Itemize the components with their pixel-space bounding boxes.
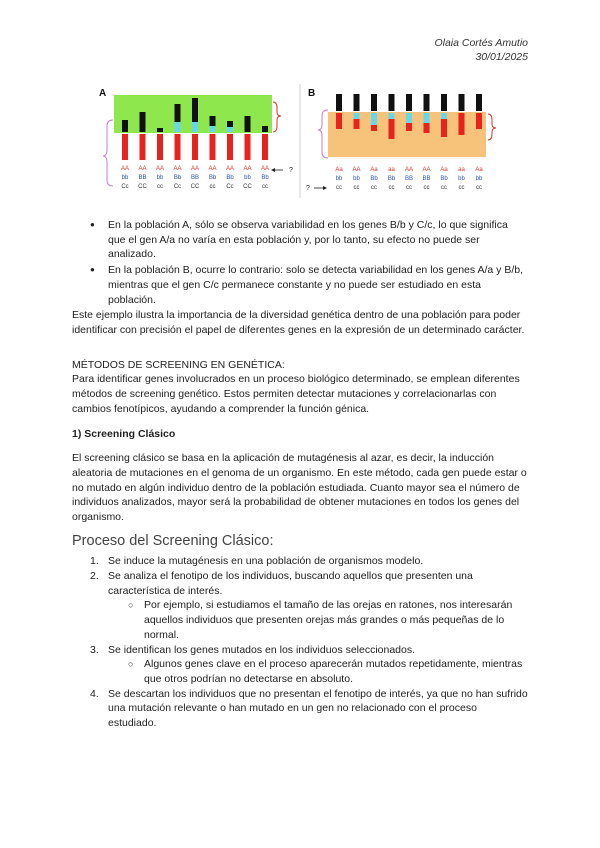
bar-a-top-3 [175, 104, 181, 122]
genotype-b-0-3: cc [336, 185, 342, 191]
bar-b-red-6 [441, 119, 447, 137]
bar-a-red-2 [157, 134, 163, 160]
bar-b-red-8 [476, 113, 482, 129]
bar-b-top-3 [389, 94, 395, 111]
bar-a-top-6 [227, 121, 233, 127]
bar-b-red-5 [424, 123, 430, 133]
panel-b-question-mark: ? [306, 185, 310, 192]
bar-a-top-5 [210, 116, 216, 126]
genotype-b-6-2: Bb [440, 176, 448, 182]
genotype-b-6-3: cc [441, 185, 447, 191]
genotype-a-3-1: AA [173, 166, 182, 172]
panel-a-right-brace [273, 102, 281, 132]
step-text: Se induce la mutagénesis en una población de organismos modelo. [108, 555, 424, 568]
genotype-a-0-1: AA [120, 166, 130, 172]
bar-b-red-0 [336, 113, 342, 129]
genotype-b-5-3: cc [423, 185, 430, 191]
bar-b-top-1 [354, 94, 360, 111]
bar-a-red-7 [245, 134, 251, 160]
bar-a-top-1 [140, 112, 146, 132]
step-text: Se analiza el fenotipo de los individuos, buscando aquellos que presenten una característica de interés. [108, 570, 473, 597]
genotype-a-6-1: AA [225, 166, 235, 172]
bar-b-top-8 [476, 94, 482, 111]
bar-a-red-8 [262, 134, 268, 160]
genotype-a-4-1: AA [190, 166, 200, 172]
page-header [434, 36, 528, 64]
genotype-a-4-3: CC [190, 184, 200, 190]
bar-b-mid-5 [424, 113, 430, 123]
bar-b-mid-2 [371, 113, 377, 125]
panel-a-arrowhead [271, 168, 275, 172]
diversity-paragraph: Este ejemplo ilustra la importancia de la diversidad genética dentro de una población para poder identificar con precisión el papel de diferentes genes en la expresión de un determinado carácter. [72, 309, 525, 336]
step-text: Se descartan los individuos que no presentan el fenotipo de interés, ya que no han sufrido una mutación relevante o han mutado en un gen no relacionado con el proceso estudiado. [108, 687, 528, 730]
panel-b-right-brace [488, 114, 496, 140]
bar-a-red-1 [140, 134, 146, 160]
bar-a-mid-5 [210, 126, 216, 132]
genotype-b-3-3: cc [388, 185, 395, 191]
genotype-a-2-1: AA [155, 166, 165, 172]
bar-b-top-5 [424, 94, 430, 111]
genotype-a-5-3: cc [209, 184, 216, 190]
bar-b-mid-6 [441, 113, 447, 119]
panel-a [103, 95, 293, 190]
bullet-population-a: ● En la población A, sólo se observa variabilidad en los genes B/b y C/c, lo que significa que el gen A/a no varía en esta población y, por lo tanto, su efecto no puede ser analizado. [108, 218, 528, 262]
bar-b-top-6 [441, 94, 447, 111]
panel-a-question-mark: ? [289, 167, 293, 174]
genotype-a-1-2: BB [138, 175, 147, 181]
genotype-b-2-1: Aa [370, 167, 378, 173]
genotype-b-4-2: BB [404, 176, 414, 182]
bar-a-red-4 [192, 134, 198, 160]
bar-b-red-4 [406, 123, 412, 131]
panel-b-arrowhead [323, 186, 327, 190]
bar-a-red-3 [175, 134, 181, 160]
bar-a-top-8 [262, 126, 268, 132]
genotype-b-7-2: bb [458, 176, 465, 182]
genotype-a-3-2: Bb [173, 175, 182, 181]
genotype-b-0-2: bb [335, 176, 343, 182]
panel-b [306, 94, 496, 192]
genotype-b-4-3: cc [406, 185, 412, 191]
bar-b-red-7 [459, 113, 465, 135]
genotype-b-7-3: cc [458, 185, 465, 191]
author-name: Olaia Cortés Amutio [434, 37, 528, 49]
genotype-b-0-1: Aa [335, 167, 343, 173]
step-3-sub: ○ Algunos genes clave en el proceso aparecerán mutados repetidamente, mientras que otros podrían no detectarse en absoluto. [144, 657, 528, 686]
genotype-a-8-1: AA [260, 166, 270, 172]
genotype-b-1-1: AA [352, 167, 361, 173]
bar-a-red-0 [122, 134, 128, 160]
genotype-b-6-1: Aa [440, 167, 448, 173]
population-bullets [72, 218, 528, 307]
bar-b-red-1 [354, 119, 360, 129]
genotype-a-1-3: CC [138, 184, 147, 190]
genotype-b-7-1: aa [458, 167, 465, 173]
step-4 [90, 687, 528, 731]
genotype-b-1-2: bb [353, 176, 360, 182]
genotype-b-3-1: aa [388, 167, 395, 173]
bar-b-mid-4 [406, 113, 412, 123]
bar-a-mid-3 [175, 122, 181, 132]
process-steps [72, 554, 528, 730]
genotype-b-1-3: cc [353, 185, 360, 191]
step-number: 1. [90, 555, 99, 568]
bar-a-top-4 [192, 98, 198, 122]
genotype-a-2-3: cc [157, 184, 163, 190]
bar-a-top-0 [122, 120, 128, 132]
step-number: 4. [90, 687, 99, 700]
genotype-a-4-2: BB [190, 175, 200, 181]
genotype-a-3-3: Cc [173, 184, 182, 190]
bar-b-top-2 [371, 94, 377, 111]
bar-b-top-4 [406, 94, 412, 111]
step-2-sub: ○ Por ejemplo, si estudiamos el tamaño de las orejas en ratones, nos interesarán aquellos individuos que presenten orejas más grandes o más pequeñas de lo normal. [144, 598, 528, 642]
genotype-a-7-3: CC [243, 184, 252, 190]
genotype-b-2-2: Bb [370, 176, 378, 182]
genotype-a-0-2: bb [121, 175, 129, 181]
bar-b-top-7 [459, 94, 465, 111]
step-number: 3. [90, 643, 99, 656]
screening-intro-paragraph: Para identificar genes involucrados en un proceso biológico determinado, se emplean diferentes métodos de screening genético. Estos permiten detectar mutaciones y correlacionarlas con cambios fenotípicos, ayudando a comprender la función génica. [72, 373, 520, 415]
genotype-a-5-2: Bb [208, 175, 217, 181]
bar-b-red-2 [371, 125, 377, 131]
bar-b-top-0 [336, 94, 342, 111]
genotype-b-5-2: BB [422, 176, 431, 182]
genotype-a-8-2: Bb [261, 175, 269, 181]
step-text: Se identifican los genes mutados en los individuos seleccionados. [108, 643, 416, 656]
document-date: 30/01/2025 [475, 51, 528, 63]
genotype-a-1-1: AA [138, 166, 147, 172]
genotype-b-8-3: cc [476, 185, 482, 191]
step-1 [90, 554, 528, 569]
genotype-b-4-1: AA [404, 167, 414, 173]
classic-screening-heading: 1) Screening Clásico [72, 428, 176, 441]
bar-a-top-7 [245, 116, 251, 132]
genotype-a-7-2: bb [244, 175, 251, 181]
step-3 [90, 643, 528, 687]
genotype-b-8-2: bb [475, 176, 483, 182]
bar-b-red-3 [389, 119, 395, 139]
genotype-b-2-3: cc [371, 185, 377, 191]
genetic-variability-figure [92, 82, 508, 200]
bar-b-mid-1 [354, 113, 360, 119]
panel-b-left-brace [318, 110, 328, 158]
bar-a-mid-4 [192, 122, 198, 132]
classic-screening-paragraph: El screening clásico se basa en la aplicación de mutagénesis al azar, es decir, la inducción aleatoria de mutaciones en el genoma de un organismo. En este método, cada gen puede estar o no mutado en algún individuo dentro de la población estudiada. Cuanto mayor sea el número de individuos analizados, mayor será la probabilidad de obtener mutaciones en todos los genes del organismo. [72, 452, 527, 523]
genotype-a-7-1: AA [243, 166, 252, 172]
genotype-b-8-1: Aa [475, 167, 483, 173]
genotype-a-0-3: Cc [121, 184, 129, 190]
bar-b-mid-3 [389, 113, 395, 119]
bullet-population-b: ● En la población B, ocurre lo contrario: solo se detecta variabilidad en los genes A/a y B/b, mientras que el gen C/c permanece constante y no puede ser estudiado en esta población. [108, 263, 528, 307]
bar-a-red-6 [227, 134, 233, 160]
document-body [72, 218, 528, 731]
step-2 [90, 569, 528, 643]
section-title: MÉTODOS DE SCREENING EN GENÉTICA: [72, 358, 285, 371]
genotype-b-3-2: Bb [387, 176, 396, 182]
genotype-a-6-2: Bb [226, 175, 234, 181]
step-number: 2. [90, 570, 99, 583]
process-title: Proceso del Screening Clásico: [72, 532, 274, 549]
figure-svg [92, 82, 508, 200]
bar-a-top-2 [157, 128, 163, 132]
panel-a-left-brace [103, 120, 113, 186]
genotype-a-5-1: AA [208, 166, 217, 172]
genotype-b-5-1: AA [422, 167, 431, 173]
bar-a-red-5 [210, 134, 216, 160]
bar-a-mid-6 [227, 127, 233, 132]
genotype-a-8-3: cc [262, 184, 268, 190]
genotype-a-2-2: bb [156, 175, 164, 181]
panel-a-label: A [99, 88, 107, 99]
panel-b-label: B [308, 88, 316, 99]
genotype-a-6-3: Cc [226, 184, 234, 190]
